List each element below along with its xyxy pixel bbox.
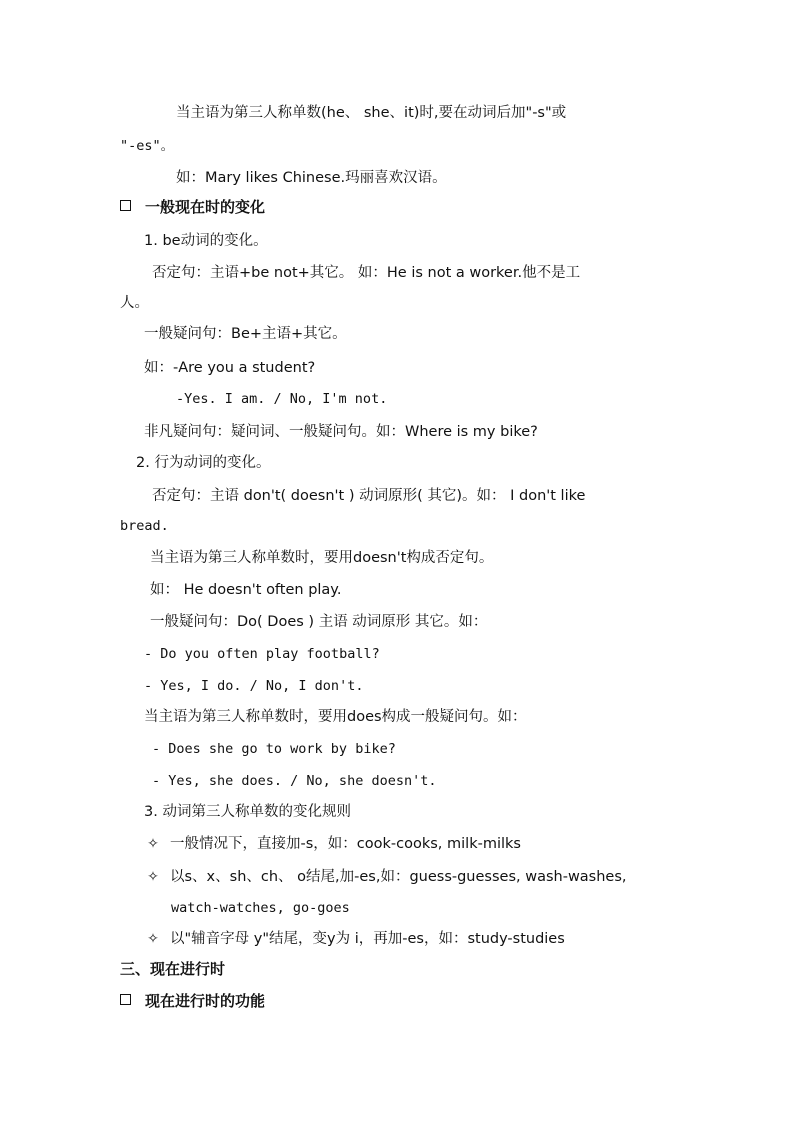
item-third-person-rules: 3. 动词第三人称单数的变化规则 xyxy=(144,804,351,820)
rule-consonant-y-text: 以"辅音字母 y"结尾，变y为 i，再加-es，如：study-studies xyxy=(170,931,565,947)
rule-add-s-text: 一般情况下，直接加-s，如：cook-cooks, milk-milks xyxy=(170,836,521,852)
rule-consonant-y xyxy=(144,929,565,949)
general-question-action: 一般疑问句：Do( Does ) 主语 动词原形 其它。如： xyxy=(150,614,488,630)
example-he-doesnt-play: 如： He doesn't often play. xyxy=(150,582,342,598)
rule-add-s xyxy=(144,834,521,854)
example-yes-i-am: -Yes. I am. / No, I'm not. xyxy=(176,391,388,407)
item-be-verb-change: 1. be动词的变化。 xyxy=(144,233,268,249)
item-action-verb-change: 2. 行为动词的变化。 xyxy=(136,455,271,471)
checkbox-square-icon xyxy=(120,994,131,1005)
subsection-heading-continuous-function xyxy=(120,991,265,1011)
section-heading-text: 一般现在时的变化 xyxy=(145,198,266,216)
negative-sentence-action-cont: bread. xyxy=(120,518,169,534)
negative-sentence-action: 否定句：主语 don't( doesn't ) 动词原形( 其它)。如： I don't like xyxy=(152,488,586,504)
example-yes-she-does: - Yes, she does. / No, she doesn't. xyxy=(152,773,437,789)
third-person-negative-rule: 当主语为第三人称单数时，要用doesn't构成否定句。 xyxy=(150,550,494,566)
example-do-you-play-football: - Do you often play football? xyxy=(144,646,380,662)
checkbox-square-icon xyxy=(120,200,131,211)
paragraph-third-person-rule: 当主语为第三人称单数(he、 she、it)时,要在动词后加"-s"或 xyxy=(176,105,567,121)
special-question: 非凡疑问句：疑问词、一般疑问句。如：Where is my bike? xyxy=(144,424,538,440)
negative-sentence-be: 否定句：主语+be not+其它。 如：He is not a worker.他不是工 xyxy=(152,265,581,281)
four-point-star-icon: ✧ xyxy=(147,869,159,885)
paragraph-third-person-rule-cont: "-es"。 xyxy=(120,138,175,154)
subsection-heading-text: 现在进行时的功能 xyxy=(145,992,266,1010)
example-are-you-student: 如：-Are you a student? xyxy=(144,360,316,376)
negative-sentence-be-cont: 人。 xyxy=(120,295,149,311)
section-heading-present-continuous: 三、现在进行时 xyxy=(120,960,226,978)
general-question-be: 一般疑问句：Be+主语+其它。 xyxy=(144,326,347,342)
four-point-star-icon: ✧ xyxy=(147,836,159,852)
rule-add-es xyxy=(144,867,627,887)
section-heading-present-changes xyxy=(120,197,265,217)
example-does-she-go: - Does she go to work by bike? xyxy=(152,741,396,757)
rule-add-es-cont: watch-watches, go-goes xyxy=(171,900,350,916)
rule-add-es-text: 以s、x、sh、ch、 o结尾,加-es,如：guess-guesses, wash-washes, xyxy=(170,869,627,885)
example-yes-i-do: - Yes, I do. / No, I don't. xyxy=(144,678,364,694)
four-point-star-icon: ✧ xyxy=(147,931,159,947)
third-person-question-rule: 当主语为第三人称单数时，要用does构成一般疑问句。如： xyxy=(144,709,527,725)
example-mary-likes-chinese: 如：Mary likes Chinese.玛丽喜欢汉语。 xyxy=(176,170,447,186)
